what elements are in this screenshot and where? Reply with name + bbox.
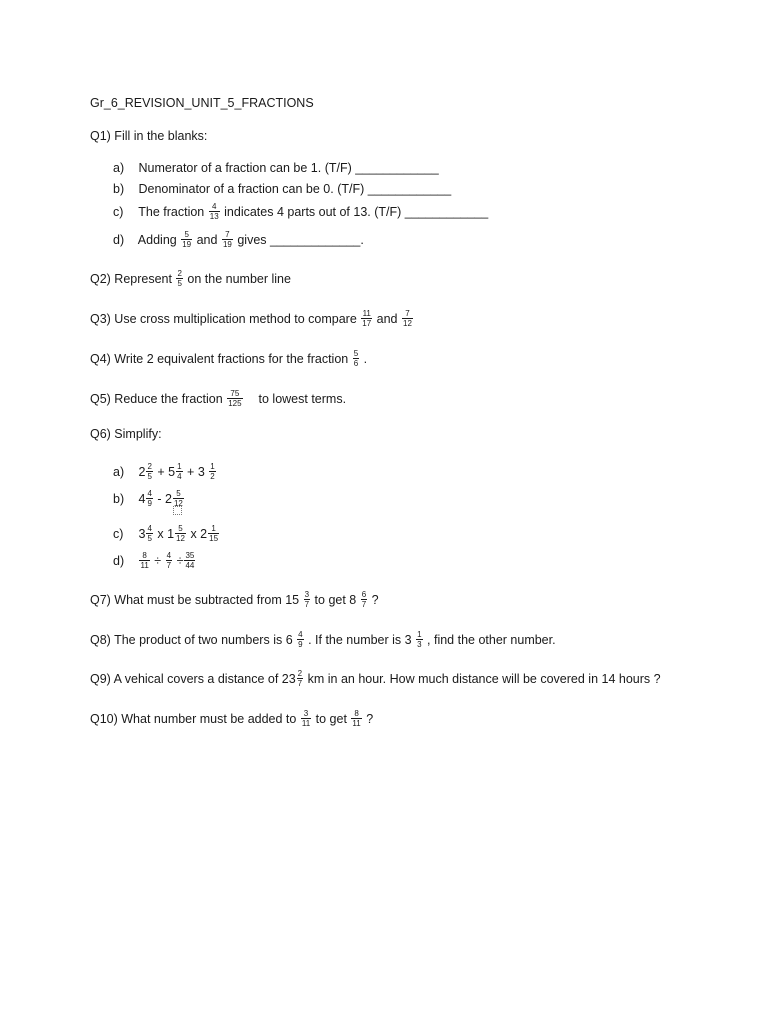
q7-fraction-1 [304, 590, 310, 609]
q6c-fraction-3 [208, 524, 219, 543]
numerator: 4 [147, 524, 152, 533]
q1a-text: Numerator of a fraction can be 1. (T/F) ____________ [138, 161, 439, 175]
q6a [113, 463, 217, 482]
q6d-op-1: ÷ [154, 553, 162, 568]
numerator: 35 [185, 551, 195, 560]
q6c-label: c) [113, 526, 124, 541]
q4-post: . [363, 351, 368, 366]
denominator: 19 [182, 240, 192, 249]
numerator: 4 [209, 202, 220, 212]
numerator: 75 [227, 389, 242, 399]
denominator: 11 [301, 719, 311, 728]
q10 [90, 710, 373, 729]
q6a-label: a) [113, 464, 125, 479]
q1c-label: c) [113, 204, 124, 219]
q1d-label: d) [113, 232, 125, 247]
q2 [90, 270, 291, 289]
numerator: 2 [147, 462, 152, 471]
q1d-pre: Adding [137, 232, 177, 247]
q6c-fraction-1 [146, 524, 152, 543]
q1c-pre: The fraction [138, 204, 205, 219]
numerator: 5 [353, 349, 359, 358]
q10-fraction-2 [351, 709, 361, 728]
q6a-op-1: + 5 [157, 464, 176, 479]
q1c-fraction [209, 202, 220, 221]
q6d-fraction-1 [139, 551, 149, 570]
numerator: 8 [139, 551, 149, 561]
q8 [90, 631, 556, 650]
numerator: 11 [362, 309, 371, 318]
numerator: 8 [351, 709, 361, 719]
q7-pre: Q7) What must be subtracted from 15 [90, 592, 300, 607]
q7-fraction-2 [361, 590, 367, 609]
q9-fraction [297, 669, 303, 688]
denominator: 2 [210, 472, 215, 481]
denominator: 7 [166, 561, 172, 570]
numerator: 2 [297, 669, 303, 678]
numerator: 5 [181, 230, 192, 240]
q5 [90, 390, 346, 409]
q4-fraction [353, 349, 359, 368]
q2-fraction [176, 269, 182, 288]
q7-post: ? [371, 592, 379, 607]
denominator: 6 [353, 359, 359, 368]
q1c [113, 203, 488, 222]
q6a-whole-1: 2 [138, 464, 146, 479]
q6c-fraction-2 [175, 524, 186, 543]
q1b-label: b) [113, 182, 125, 196]
q8-fraction-1 [297, 630, 303, 649]
q1d-fraction-1 [181, 230, 192, 249]
q6c-op-1: x 1 [157, 526, 175, 541]
denominator: 12 [176, 534, 185, 543]
q10-pre: Q10) What number must be added to [90, 711, 297, 726]
denominator: 4 [177, 472, 182, 481]
q3-fraction-2 [402, 309, 413, 328]
denominator: 3 [417, 640, 422, 649]
q5-pre: Q5) Reduce the fraction [90, 391, 223, 406]
q6d-op-2: ÷ [176, 553, 184, 568]
q10-mid: to get [315, 711, 347, 726]
denominator: 5 [177, 279, 182, 288]
denominator: 9 [298, 640, 303, 649]
numerator: 1 [208, 524, 219, 534]
q3-mid: and [376, 311, 398, 326]
q1c-post: indicates 4 parts out of 13. (T/F) ____________ [224, 204, 489, 219]
q6d-fraction-3 [184, 551, 195, 570]
q3-pre: Q3) Use cross multiplication method to compare [90, 311, 357, 326]
q4 [90, 350, 367, 369]
q3-fraction-1 [361, 309, 372, 328]
denominator: 13 [209, 212, 219, 221]
q2-post: on the number line [187, 271, 291, 286]
q1d-fraction-2 [222, 230, 233, 249]
q6a-fraction-3 [209, 462, 215, 481]
numerator: 2 [177, 269, 182, 278]
denominator: 5 [147, 472, 152, 481]
q7-mid: to get 8 [314, 592, 357, 607]
denominator: 7 [361, 600, 367, 609]
q2-pre: Q2) Represent [90, 271, 172, 286]
q6-heading: Q6) Simplify: [90, 427, 162, 441]
q6d [113, 552, 196, 571]
q1b-text: Denominator of a fraction can be 0. (T/F) ____________ [138, 182, 452, 196]
q6d-label: d) [113, 553, 125, 568]
q1b [113, 181, 451, 197]
denominator: 12 [403, 319, 412, 328]
q3 [90, 310, 414, 329]
numerator: 1 [210, 462, 215, 471]
numerator: 3 [301, 709, 311, 719]
numerator: 5 [175, 524, 186, 534]
q1d-mid: and [196, 232, 218, 247]
q5-post: to lowest terms. [258, 391, 347, 406]
q4-pre: Q4) Write 2 equivalent fractions for the fraction [90, 351, 349, 366]
q6b-fraction-1 [146, 489, 152, 508]
denominator: 5 [147, 534, 152, 543]
q10-post: ? [366, 711, 374, 726]
q1a [113, 160, 439, 176]
q6b-op-1: - 2 [157, 491, 172, 506]
denominator: 11 [140, 561, 149, 570]
numerator: 3 [304, 590, 310, 599]
numerator: 1 [177, 462, 182, 471]
q1a-label: a) [113, 161, 125, 175]
q8-fraction-2 [416, 630, 422, 649]
denominator: 17 [362, 319, 372, 328]
q1-heading: Q1) Fill in the blanks: [90, 129, 208, 143]
numerator: 4 [147, 489, 152, 498]
denominator: 125 [228, 399, 242, 408]
q6a-op-2: + 3 [187, 464, 205, 479]
q8-mid: . If the number is 3 [308, 632, 412, 647]
numerator: 6 [361, 590, 367, 599]
q6a-fraction-2 [176, 462, 182, 481]
dotted-placeholder-box [173, 506, 182, 515]
denominator: 11 [352, 719, 361, 728]
numerator: 5 [173, 489, 184, 499]
q6a-fraction-1 [146, 462, 152, 481]
worksheet-title: Gr_6_REVISION_UNIT_5_FRACTIONS [90, 96, 314, 110]
q9-pre: Q9) A vehical covers a distance of 23 [90, 671, 296, 686]
denominator: 7 [304, 600, 310, 609]
numerator: 7 [402, 309, 413, 319]
q7 [90, 591, 379, 610]
numerator: 4 [166, 551, 172, 560]
q6c [113, 525, 220, 544]
q10-fraction-1 [301, 709, 311, 728]
q8-pre: Q8) The product of two numbers is 6 [90, 632, 293, 647]
q8-post: , find the other number. [427, 632, 556, 647]
denominator: 15 [209, 534, 219, 543]
denominator: 44 [185, 561, 195, 570]
numerator: 7 [222, 230, 233, 240]
q6d-fraction-2 [166, 551, 172, 570]
denominator: 19 [222, 240, 232, 249]
q6b-whole-1: 4 [138, 491, 146, 506]
q6b-label: b) [113, 491, 125, 506]
q1d [113, 231, 364, 250]
denominator: 12 [173, 499, 183, 508]
q5-fraction [227, 389, 242, 408]
q1d-post: gives _____________. [237, 232, 364, 247]
denominator: 9 [147, 499, 152, 508]
q9 [90, 670, 661, 689]
q6c-whole-1: 3 [138, 526, 146, 541]
denominator: 7 [297, 679, 303, 688]
numerator: 4 [298, 630, 303, 639]
q6c-op-2: x 2 [190, 526, 208, 541]
numerator: 1 [417, 630, 422, 639]
q9-post: km in an hour. How much distance will be covered in 14 hours ? [307, 671, 661, 686]
